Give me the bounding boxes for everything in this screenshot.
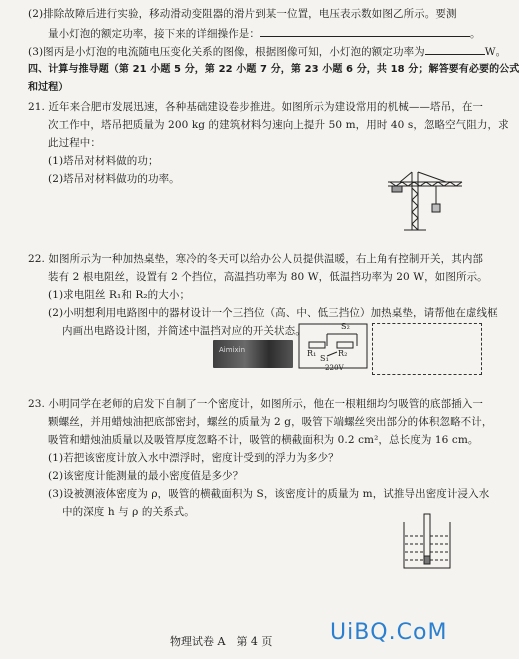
q20-part2-line2 bbox=[48, 26, 481, 41]
resistor-r1-label: R₁ bbox=[307, 349, 317, 358]
photo-caption: Aimixin bbox=[219, 346, 246, 354]
q21-line3: 此过程中： bbox=[48, 137, 101, 149]
section-4-heading: 四、计算与推导题（第 21 小题 5 分，第 22 小题 7 分，第 23 小题 6 分，共 18 分；解答要有必要的公式 bbox=[28, 64, 519, 75]
q21-line2: 次工作中，塔吊把质量为 200 kg 的建筑材料匀速向上提升 50 m，用时 40 s，忽略空气阻力，求 bbox=[48, 119, 509, 131]
q23-part2: (2)该密度计能测量的最小密度值是多少？ bbox=[48, 470, 244, 482]
answer-blank[interactable] bbox=[260, 26, 470, 37]
q23-line3: 吸管和蜡烛油质量以及吸管厚度忽略不计，吸管的横截面积为 0.2 cm²，总长度为 16 cm。 bbox=[48, 434, 479, 446]
q22-part1: (1)求电阻丝 R₁和 R₂的大小； bbox=[48, 289, 191, 301]
q21-part1: (1)塔吊对材料做的功； bbox=[48, 155, 159, 167]
q22-line2: 装有 2 根电阻丝，设置有 2 个挡位，高温挡功率为 80 W，低温挡功率为 20 W，如图所示。 bbox=[48, 271, 488, 283]
q21-line1: 21. 近年来合肥市发展迅速，各种基础建设卷步推进。如图所示为建设常用的机械——塔吊，在一 bbox=[28, 101, 484, 113]
q23-part3: (3)设被测液体密度为 ρ，吸管的横截面积为 S，该密度计的质量为 m，试推导出密度计浸入水 bbox=[48, 488, 490, 500]
q23-part1: (1)若把该密度计放入水中漂浮时，密度计受到的浮力为多少？ bbox=[48, 452, 339, 464]
heating-pad-photo bbox=[213, 340, 293, 368]
q23-line1: 23. 小明同学在老师的启发下自制了一个密度计，如图所示，他在一根粗细均匀吸管的底部插入一 bbox=[28, 398, 484, 410]
unit-w: W。 bbox=[484, 46, 507, 58]
answer-blank[interactable] bbox=[425, 44, 485, 55]
dashed-answer-box[interactable] bbox=[372, 323, 482, 375]
q20-part2-text: 量小灯泡的额定功率，接下来的详细操作是： bbox=[48, 28, 260, 40]
section-4-heading-cont: 和过程） bbox=[28, 82, 69, 93]
q22-part2-cont: 内画出电路设计图，并简述中温挡对应的开关状态。 bbox=[62, 325, 306, 337]
q21-part2: (2)塔吊对材料做功的功率。 bbox=[48, 173, 180, 185]
q23-part3-cont: 中的深度 h 与 ρ 的关系式。 bbox=[62, 506, 195, 518]
q20-part3-text: (3)图丙是小灯泡的电流随电压变化关系的图像，根据图像可知，小灯泡的额定功率为 bbox=[28, 46, 425, 58]
q20-part2-line1: (2)排除故障后进行实验，移动滑动变阻器的滑片到某一位置，电压表示数如图乙所示。要测 bbox=[28, 8, 457, 20]
q20-part3-line bbox=[28, 44, 506, 59]
tower-crane-figure bbox=[386, 170, 464, 232]
densimeter-beaker-figure bbox=[400, 512, 454, 572]
site-watermark: UiBQ.CoM bbox=[330, 620, 448, 645]
page-footer: 物理试卷 A 第 4 页 bbox=[170, 635, 273, 648]
resistor-r2-label: R₂ bbox=[338, 349, 348, 358]
q22-part2: (2)小明想利用电路图中的器材设计一个三挡位（高、中、低三挡位）加热桌垫，请帮他在虚线框 bbox=[48, 307, 498, 319]
q22-line1: 22. 如图所示为一种加热桌垫，寒冷的冬天可以给办公人员提供温暖，右上角有控制开关，其内部 bbox=[28, 253, 484, 265]
voltage-label: 220V bbox=[325, 364, 344, 372]
period: 。 bbox=[470, 28, 481, 40]
q23-line2: 颗螺丝，并用蜡烛油把底部密封，螺丝的质量为 2 g，吸管下端螺丝突出部分的体积忽略不计， bbox=[48, 416, 493, 428]
switch-s2-label: S₂ bbox=[341, 322, 350, 331]
switch-s1-label: S₁ bbox=[320, 354, 329, 363]
